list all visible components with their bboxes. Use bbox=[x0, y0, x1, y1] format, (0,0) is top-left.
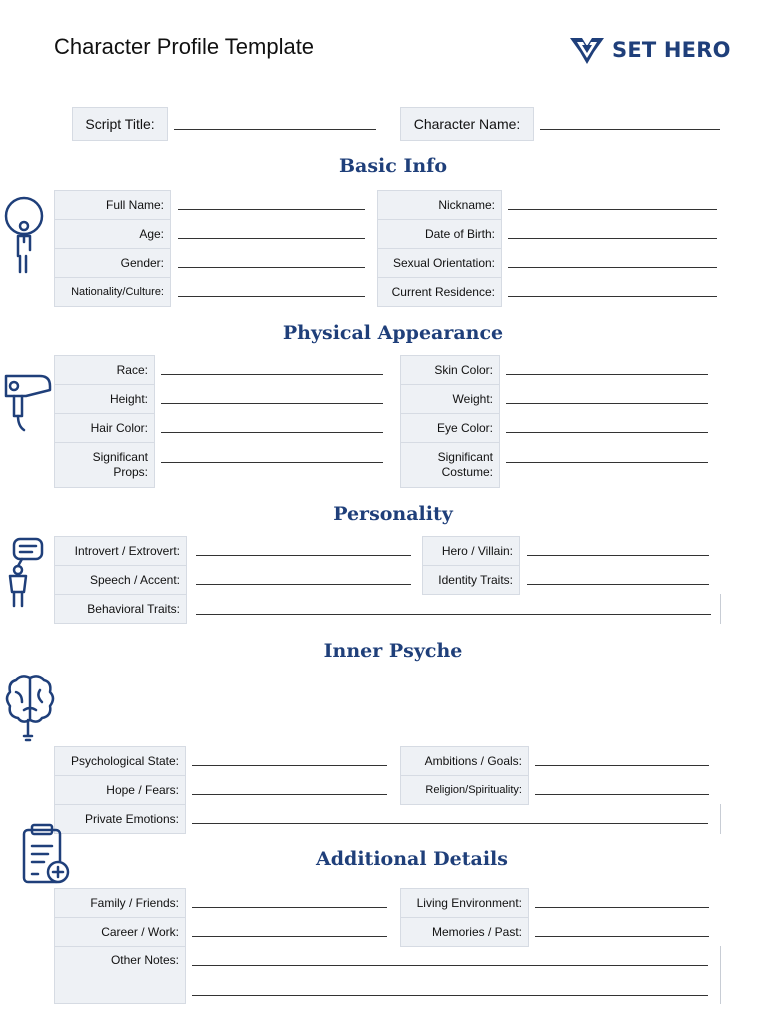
script-title-field[interactable] bbox=[174, 129, 376, 130]
date-of-birth-field[interactable] bbox=[508, 238, 717, 239]
nickname-field[interactable] bbox=[508, 209, 717, 210]
field-label: Nationality/Culture: bbox=[54, 277, 171, 307]
field-label: Weight: bbox=[400, 384, 500, 414]
memories-past-field[interactable] bbox=[535, 936, 709, 937]
section-heading-inner-psyche: Inner Psyche bbox=[323, 640, 463, 662]
significant-costume-field[interactable] bbox=[506, 462, 708, 463]
behavioral-traits-field[interactable] bbox=[196, 614, 711, 615]
field-label: Introvert / Extrovert: bbox=[54, 536, 187, 566]
speech-accent-field[interactable] bbox=[196, 584, 411, 585]
field-label: Other Notes: bbox=[54, 946, 186, 1004]
weight-field[interactable] bbox=[506, 403, 708, 404]
field-label: Ambitions / Goals: bbox=[400, 746, 529, 776]
person-speech-icon bbox=[4, 536, 48, 608]
introvert-extrovert-field[interactable] bbox=[196, 555, 411, 556]
other-notes-field-line-2[interactable] bbox=[192, 995, 708, 996]
nationality-field[interactable] bbox=[178, 296, 365, 297]
skin-color-field[interactable] bbox=[506, 374, 708, 375]
field-label: Psychological State: bbox=[54, 746, 186, 776]
field-label: Private Emotions: bbox=[54, 804, 186, 834]
field-label: Memories / Past: bbox=[400, 917, 529, 947]
section-heading-basic-info: Basic Info bbox=[338, 155, 448, 177]
living-environment-field[interactable] bbox=[535, 907, 709, 908]
field-label: Family / Friends: bbox=[54, 888, 186, 918]
field-label: Speech / Accent: bbox=[54, 565, 187, 595]
person-balloon-icon bbox=[2, 196, 48, 276]
character-name-label: Character Name: bbox=[400, 107, 534, 141]
section-heading-physical-appearance: Physical Appearance bbox=[282, 322, 504, 344]
gender-field[interactable] bbox=[178, 267, 365, 268]
hero-villain-field[interactable] bbox=[527, 555, 709, 556]
section-heading-personality: Personality bbox=[333, 503, 453, 525]
field-label: Sexual Orientation: bbox=[377, 248, 502, 278]
eye-color-field[interactable] bbox=[506, 432, 708, 433]
full-name-field[interactable] bbox=[178, 209, 365, 210]
career-work-field[interactable] bbox=[192, 936, 387, 937]
field-label: Current Residence: bbox=[377, 277, 502, 307]
ambitions-goals-field[interactable] bbox=[535, 765, 709, 766]
family-friends-field[interactable] bbox=[192, 907, 387, 908]
script-title-label: Script Title: bbox=[72, 107, 168, 141]
psychological-state-field[interactable] bbox=[192, 765, 387, 766]
field-label: Nickname: bbox=[377, 190, 502, 220]
significant-props-field[interactable] bbox=[161, 462, 383, 463]
field-label: Gender: bbox=[54, 248, 171, 278]
character-name-field[interactable] bbox=[540, 129, 720, 130]
field-label: Height: bbox=[54, 384, 155, 414]
field-label: Career / Work: bbox=[54, 917, 186, 947]
field-label: Hero / Villain: bbox=[422, 536, 520, 566]
other-notes-field[interactable] bbox=[192, 965, 708, 966]
field-label: Hope / Fears: bbox=[54, 775, 186, 805]
brand-name: SET HERO bbox=[612, 38, 731, 62]
set-hero-logo-icon bbox=[568, 34, 606, 66]
age-field[interactable] bbox=[178, 238, 365, 239]
field-label: Full Name: bbox=[54, 190, 171, 220]
current-residence-field[interactable] bbox=[508, 296, 717, 297]
field-label: Hair Color: bbox=[54, 413, 155, 443]
private-emotions-field[interactable] bbox=[192, 823, 708, 824]
field-label: Date of Birth: bbox=[377, 219, 502, 249]
field-label: Religion/Spirituality: bbox=[400, 775, 529, 805]
field-label: Significant Props: bbox=[54, 442, 155, 488]
clipboard-plus-icon bbox=[20, 822, 72, 886]
field-label: Age: bbox=[54, 219, 171, 249]
field-label: Identity Traits: bbox=[422, 565, 520, 595]
field-label: Behavioral Traits: bbox=[54, 594, 187, 624]
divider bbox=[720, 804, 721, 834]
race-field[interactable] bbox=[161, 374, 383, 375]
section-heading-additional-details: Additional Details bbox=[316, 848, 508, 870]
hope-fears-field[interactable] bbox=[192, 794, 387, 795]
divider bbox=[720, 946, 721, 1004]
religion-spirituality-field[interactable] bbox=[535, 794, 709, 795]
height-field[interactable] bbox=[161, 403, 383, 404]
field-label: Eye Color: bbox=[400, 413, 500, 443]
brand-logo bbox=[568, 34, 731, 66]
hair-dryer-icon bbox=[2, 372, 54, 432]
sexual-orientation-field[interactable] bbox=[508, 267, 717, 268]
brain-icon bbox=[4, 672, 58, 744]
divider bbox=[720, 594, 721, 624]
hair-color-field[interactable] bbox=[161, 432, 383, 433]
page-title: Character Profile Template bbox=[54, 34, 315, 59]
field-label: Living Environment: bbox=[400, 888, 529, 918]
identity-traits-field[interactable] bbox=[527, 584, 709, 585]
field-label: Skin Color: bbox=[400, 355, 500, 385]
field-label: Significant Costume: bbox=[400, 442, 500, 488]
field-label: Race: bbox=[54, 355, 155, 385]
